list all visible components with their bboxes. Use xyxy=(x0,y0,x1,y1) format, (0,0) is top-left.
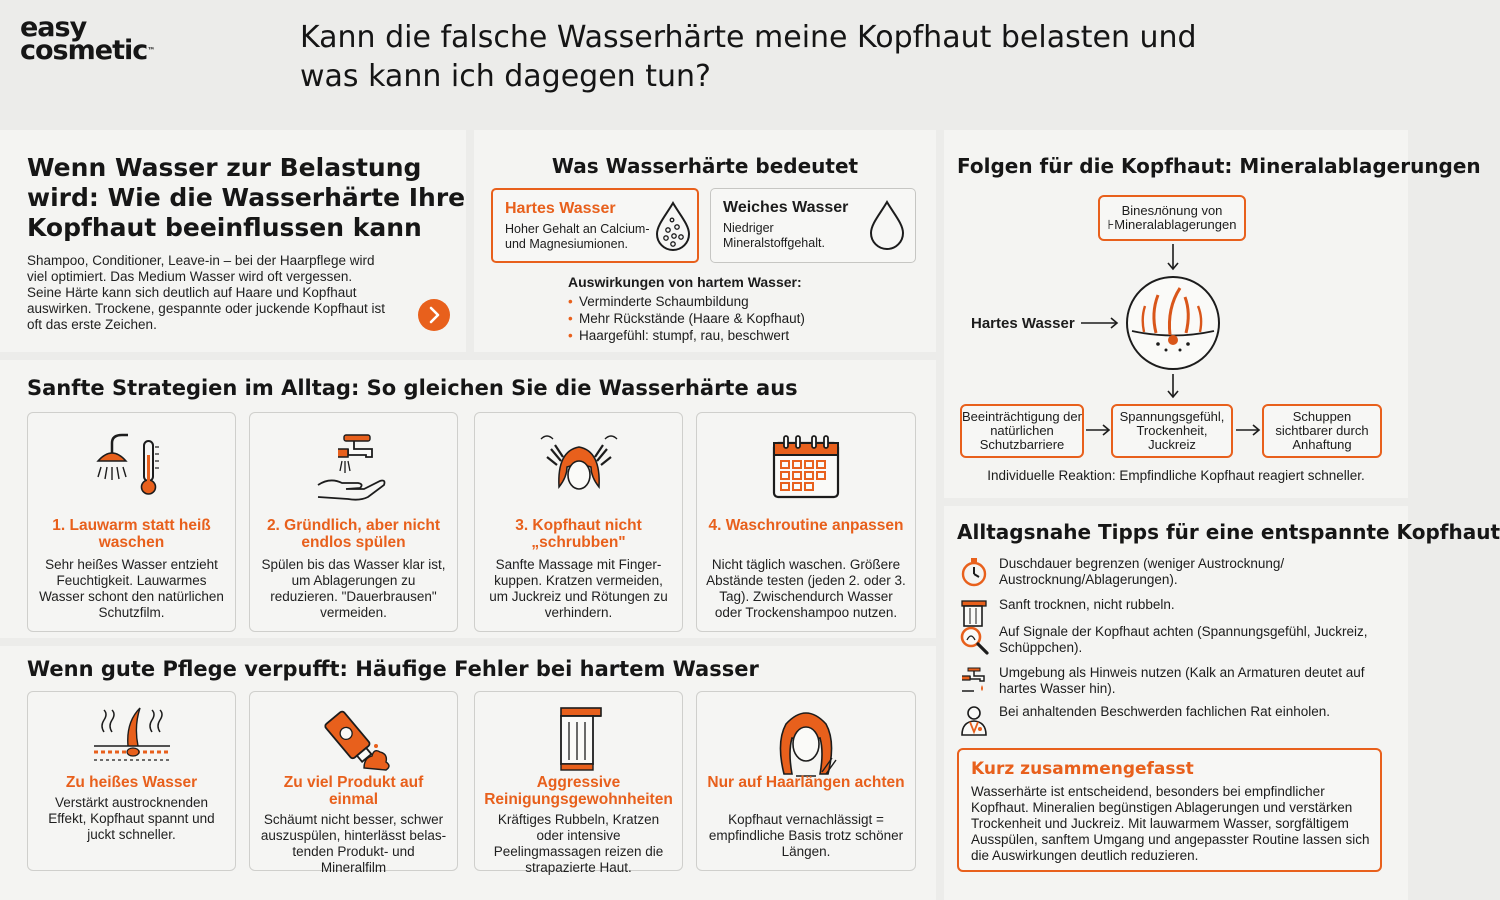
strategy-card xyxy=(27,412,236,632)
strategies-heading: Sanfte Strategien im Alltag: So gleichen Sie die Wasserhärte aus xyxy=(27,376,798,400)
hot-skin-icon xyxy=(92,702,172,782)
strategy-card xyxy=(249,412,458,632)
mistake-card-title: Zu heißes Wasser xyxy=(65,774,198,791)
effects-item: • Mehr Rückstände (Haare & Kopfhaut) xyxy=(568,310,908,327)
summary-text: Wasserhärte ist entscheidend, besonders bei empfindlicher Kopfhaut. Mineralien begünstigen Ablagerungen und verstärken Trockenheit und Juckreiz. Mit lauwarmem Wasser, sorgfältigem Ausspülen, sanftem Umgang und angepasster Routine lassen sich die Auswirkungen deutlich reduzieren. xyxy=(971,784,1370,863)
strategy-card-text: Sehr heißes Wasser entzieht Feuchtigkeit. Lauwarmes Wasser schont den natürlichen Schutzfilm. xyxy=(39,557,224,620)
strategy-card-text: Spülen bis das Wasser klar ist, um Ablagerungen zu reduzieren. "Dauerbrausen" vermeiden. xyxy=(261,557,446,620)
mistake-card xyxy=(474,691,683,875)
soft-water-title: Weiches Wasser xyxy=(723,199,849,216)
mistake-card-title: Zu viel Produkt auf einmal xyxy=(283,774,424,808)
calendar-icon xyxy=(766,427,846,507)
intro-heading: Wenn Wasser zur Belastung wird: Wie die Wasserhärte Ihre Kopfhaut beeinflussen kann xyxy=(27,153,466,242)
mistake-card xyxy=(27,691,236,871)
hard-water-title: Hartes Wasser xyxy=(505,200,616,217)
mistakes-heading: Wenn gute Pflege verpufft: Häufige Fehler bei hartem Wasser xyxy=(27,657,759,681)
doctor-icon xyxy=(958,704,990,736)
tip-text: Umgebung als Hinweis nutzen (Kalk an Armaturen deutet auf hartes Wasser hin). xyxy=(999,665,1365,696)
strategy-card xyxy=(474,412,683,632)
summary-heading: Kurz zusammengefasst xyxy=(971,759,1194,779)
mistake-card-text: Kräftiges Rubbeln, Kratzen oder intensive Peelingmassagen reizen die strapazierte Haut. xyxy=(493,812,664,875)
chain-box: Spannungsgefühl, Trockenheit, Juckreiz xyxy=(1111,404,1233,458)
chain-box: Schuppen sichtbarer durch Anhaftung xyxy=(1262,404,1382,458)
shower-thermometer-icon xyxy=(92,427,172,507)
timer-icon xyxy=(958,556,990,588)
soft-water-text: Niedriger Mineralstoffgehalt. xyxy=(723,221,825,250)
mistake-card xyxy=(249,691,458,875)
towel-icon xyxy=(539,702,619,782)
mistake-card xyxy=(696,691,916,871)
effects-list xyxy=(568,293,908,344)
mistake-card-text: Schäumt nicht besser, schwer auszuspülen, hinterlässt belas-tenden Produkt- und Mineralfilm xyxy=(260,812,447,875)
tip-text: Duschdauer begrenzen (weniger Austrocknung/ Austrocknung/Ablagerungen). xyxy=(999,556,1285,587)
mistake-card-title: Aggressive Reinigungsgewohnheiten xyxy=(484,774,673,808)
brand-line2: cosmetic xyxy=(20,35,148,66)
hair-follicle-icon xyxy=(1127,277,1219,369)
magnifier-icon xyxy=(958,624,990,656)
summary-box xyxy=(957,748,1382,872)
product-tube-icon xyxy=(314,702,394,782)
brand-tm: ™ xyxy=(147,46,156,55)
mistake-card-text: Kopfhaut vernachlässigt = empfindliche Basis trotz schöner Längen. xyxy=(708,812,904,859)
tip-item xyxy=(958,597,1378,623)
strategy-card-title: 1. Lauwarm statt heiß waschen xyxy=(52,517,211,551)
head-massage-icon xyxy=(539,427,619,507)
tips-heading: Alltagsnahe Tipps für eine entspannte Kopfhaut xyxy=(957,520,1500,544)
tip-item xyxy=(958,665,1378,699)
water-drop-icon xyxy=(867,199,907,251)
chevron-right-icon xyxy=(418,299,450,331)
faucet-icon xyxy=(958,665,990,697)
deposit-box: Binesлönung von ⊦Mineralablagerungen xyxy=(1098,195,1246,241)
mistake-card-title: Nur auf Haarlängen achten xyxy=(707,774,905,791)
soft-water-box xyxy=(710,188,916,263)
consequences-heading: Folgen für die Kopfhaut: Mineralablagerungen xyxy=(957,154,1481,178)
chain-box: Beeinträchtigung der natürlichen Schutzbarriere xyxy=(960,404,1084,458)
tip-text: Bei anhaltenden Beschwerden fachlichen Rat einholen. xyxy=(999,704,1330,719)
hard-water-label: Hartes Wasser xyxy=(971,315,1075,332)
hard-water-text: Hoher Gehalt an Calcium- und Magnesiumionen. xyxy=(505,222,650,251)
strategy-card-text: Sanfte Massage mit Finger-kuppen. Kratzen vermeiden, um Juckreiz und Rötungen zu verhindern. xyxy=(489,557,668,620)
hard-water-box xyxy=(491,188,699,263)
next-button[interactable] xyxy=(418,299,450,331)
faucet-hand-icon xyxy=(314,427,394,507)
strategy-card-text: Nicht täglich waschen. Größere Abstände testen (jeden 2. oder 3. Tag). Zwischendurch Wasser oder Trockenshampoo nutzen. xyxy=(706,557,906,620)
tip-item xyxy=(958,704,1378,734)
brand-line1: easy xyxy=(20,12,87,43)
strategy-card xyxy=(696,412,916,632)
tip-item xyxy=(958,624,1378,658)
tip-text: Auf Signale der Kopfhaut achten (Spannungsgefühl, Juckreiz, Schüppchen). xyxy=(999,624,1368,655)
meaning-heading: Was Wasserhärte bedeutet xyxy=(551,154,859,178)
brand-logo xyxy=(20,12,156,66)
intro-text: Shampoo, Conditioner, Leave-in – bei der Haarpflege wird viel optimiert. Das Medium Wasser wird oft vergessen. Seine Härte kann sich deutlich auf Haare und Kopfhaut auswirken. Trockene, gespannte oder juckende Kopfhaut ist oft das erste Zeichen. xyxy=(27,253,385,332)
strategy-card-title: 4. Waschroutine anpassen xyxy=(708,517,904,534)
effects-heading: Auswirkungen von hartem Wasser: xyxy=(568,274,802,290)
tip-text: Sanft trocknen, nicht rubbeln. xyxy=(999,597,1175,612)
strategy-card-title: 2. Gründlich, aber nicht endlos spülen xyxy=(266,517,441,551)
page-title: Kann die falsche Wasserhärte meine Kopfhaut belasten und was kann ich dagegen tun? xyxy=(300,20,1197,94)
mistake-card-text: Verstärkt austrocknenden Effekt, Kopfhaut spannt und juckt schneller. xyxy=(48,795,215,842)
woman-hair-icon xyxy=(766,702,846,782)
consequence-note: Individuelle Reaktion: Empfindliche Kopfhaut reagiert schneller. xyxy=(987,468,1365,483)
effects-item: • Verminderte Schaumbildung xyxy=(568,293,908,310)
effects-item: • Haargefühl: stumpf, rau, beschwert xyxy=(568,327,908,344)
mineral-drop-icon xyxy=(653,200,693,252)
strategy-card-title: 3. Kopfhaut nicht „schrubben" xyxy=(515,517,642,551)
tip-item xyxy=(958,556,1378,590)
